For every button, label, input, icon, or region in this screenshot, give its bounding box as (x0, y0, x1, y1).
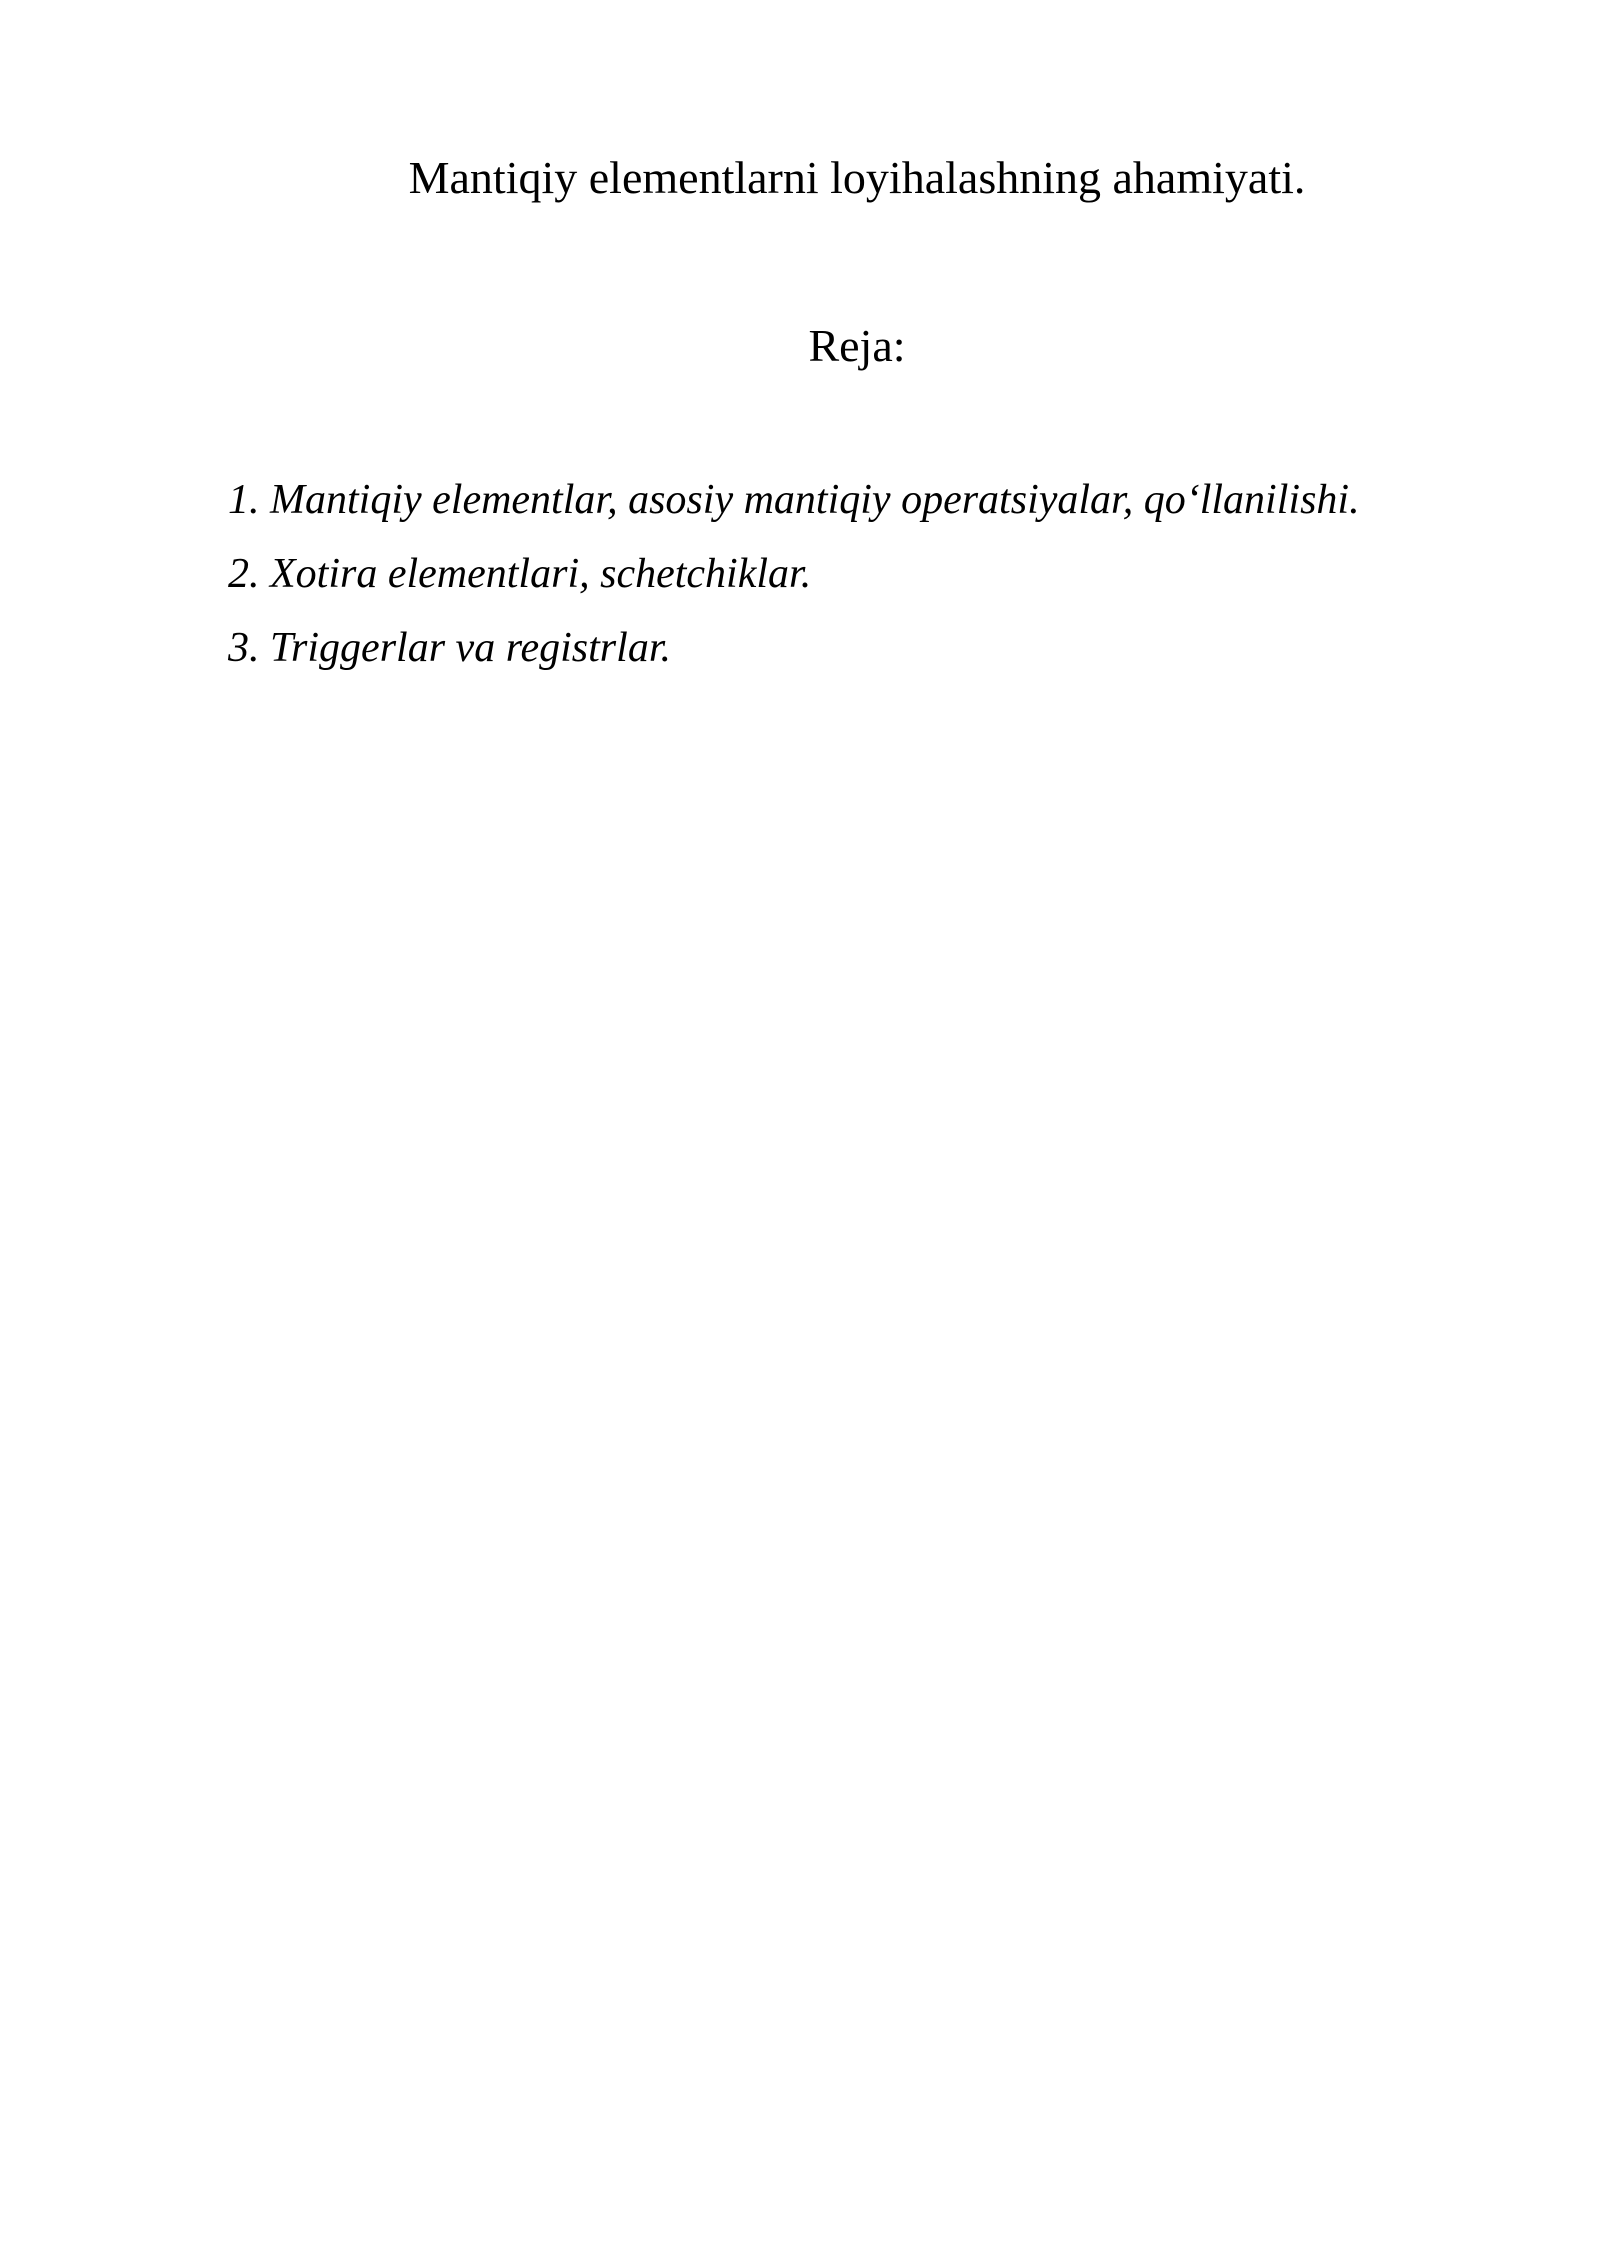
plan-item-2: 2. Xotira elementlari, schetchiklar. (228, 551, 812, 597)
plan-heading (0, 318, 1600, 374)
plan-list (228, 463, 1360, 685)
plan-item-3: 3. Triggerlar va registrlar. (228, 625, 672, 671)
plan-item-1: 1. Mantiqiy elementlar, asosiy mantiqiy operatsiyalar, qo‘llanilishi. (228, 477, 1360, 523)
document-title-text: Mantiqiy elementlarni loyihalashning ahamiyati. (408, 152, 1306, 203)
plan-heading-text: Reja: (808, 320, 906, 371)
document-title (0, 150, 1600, 206)
